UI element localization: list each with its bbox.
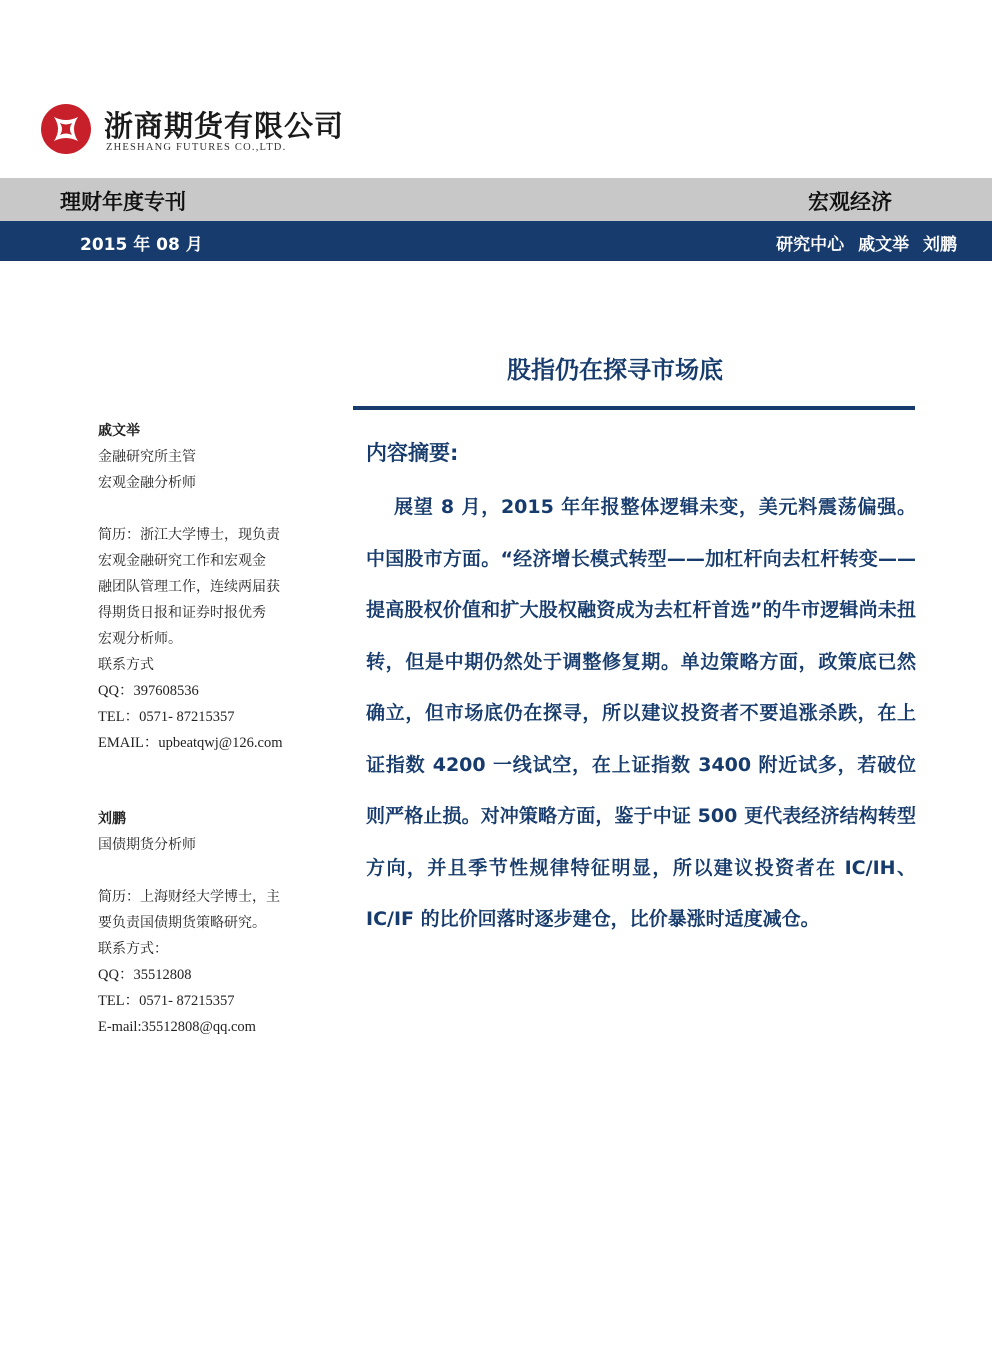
bio-line: 简历：浙江大学博士，现负责 (98, 527, 280, 543)
author-name: 戚文举 (98, 423, 140, 439)
author-role: 金融研究所主管 (98, 449, 196, 465)
authors-line: 研究中心 戚文举 刘鹏 (776, 235, 957, 255)
company-logo-icon (40, 103, 92, 155)
contact-qq: QQ：397608536 (98, 683, 199, 699)
author-role: 宏观金融分析师 (98, 475, 196, 491)
bio-line: 宏观金融研究工作和宏观金 (98, 553, 266, 569)
title-divider (353, 406, 915, 410)
contact-label: 联系方式 (98, 657, 154, 673)
contact-email[interactable]: EMAIL：upbeatqwj@126.com (98, 735, 283, 751)
bio-line: 要负责国债期货策略研究。 (98, 915, 266, 931)
report-date: 2015 年 08 月 (80, 235, 203, 255)
contact-tel: TEL：0571- 87215357 (98, 709, 235, 725)
company-name-cn: 浙商期货有限公司 (104, 109, 345, 143)
company-name-en: ZHESHANG FUTURES CO.,LTD. (106, 142, 287, 153)
bio-line: 简历：上海财经大学博士，主 (98, 889, 280, 905)
abstract-heading: 内容摘要: (366, 441, 459, 465)
contact-email[interactable]: E-mail:35512808@qq.com (98, 1019, 256, 1035)
contact-label: 联系方式： (98, 941, 168, 957)
category-label: 宏观经济 (808, 190, 892, 214)
sidebar-author-1 (98, 418, 308, 756)
abstract-body: 展望 8 月，2015 年年报整体逻辑未变，美元料震荡偏强。中国股市方面。“经济增长模式转型——加杠杆向去杠杆转变——提高股权价值和扩大股权融资成为去杠杆首选”的牛市逻辑尚未扭转，但是中期仍然处于调整修复期。单边策略方面，政策底已然确立，但市场底仍在探寻，所以建议投资者不要追涨杀跌，在上证指数 4200 一线试空，在上证指数 3400 附近试多，若破位则严格止损。对冲策略方面，鉴于中证 500 更代表经济结构转型方向，并且季节性规律特征明显，所以建议投资者在 IC/IH、IC/IF 的比价回落时逐步建仓，比价暴涨时适度减仓。 (366, 496, 916, 930)
bio-line: 融团队管理工作，连续两届获 (98, 579, 280, 595)
author-name: 刘鹏 (98, 811, 126, 827)
sidebar-author-2 (98, 806, 308, 1040)
bio-line: 宏观分析师。 (98, 631, 182, 647)
series-title: 理财年度专刊 (60, 190, 186, 214)
author-bio (98, 522, 308, 652)
report-title: 股指仍在探寻市场底 (507, 356, 723, 384)
author-role: 国债期货分析师 (98, 837, 196, 853)
contact-tel: TEL：0571- 87215357 (98, 993, 235, 1009)
contact-qq: QQ：35512808 (98, 967, 192, 983)
bio-line: 得期货日报和证券时报优秀 (98, 605, 266, 621)
